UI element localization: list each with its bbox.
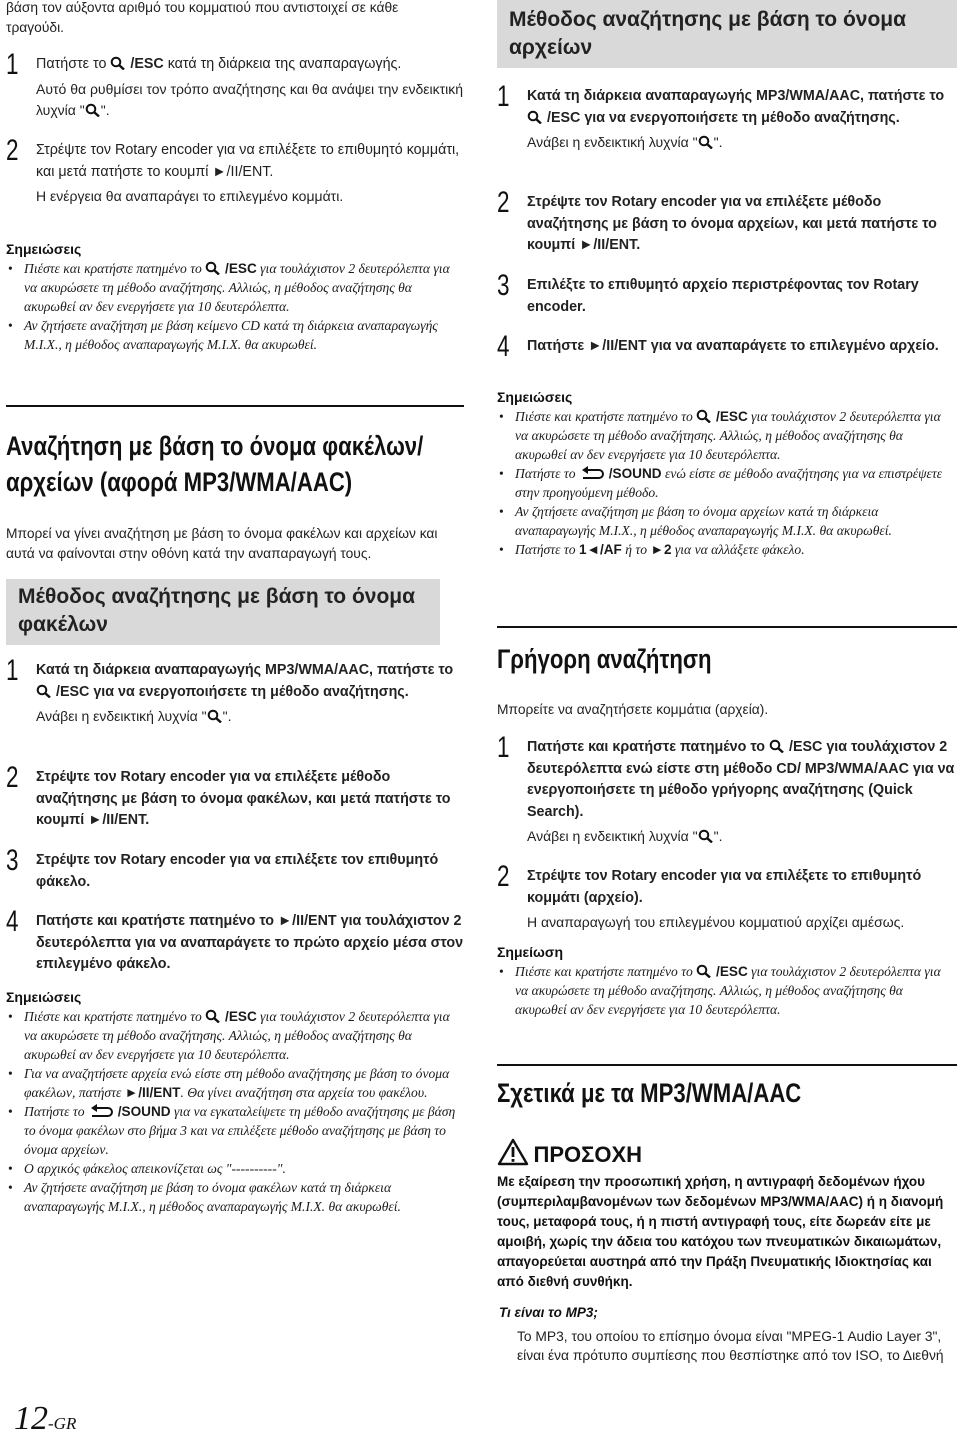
- quick-search-heading: [497, 626, 957, 676]
- quote-end: ".: [100, 101, 110, 118]
- track-step-2: [6, 134, 464, 207]
- step-note: Ανάβει η ενδεικτική λυχνία ": [36, 708, 207, 724]
- what-is-heading: Τι είναι το MP3;: [499, 1305, 598, 1320]
- magnifier-icon: [696, 964, 712, 978]
- return-icon: [88, 1104, 114, 1118]
- step-number: 4: [6, 905, 19, 938]
- folder-step-2: [6, 761, 464, 832]
- note-item: • Ο αρχικός φάκελος απεικονίζεται ως "----------".: [24, 1159, 458, 1178]
- magnifier-icon: [527, 110, 543, 124]
- section-title: Σχετικά με τα MP3/WMA/AAC: [497, 1078, 802, 1108]
- step-number: 2: [497, 186, 510, 219]
- notes-heading: Σημείωση: [497, 944, 564, 960]
- section-heading-block: [6, 405, 464, 499]
- step-note: Η αναπαραγωγή του επιλεγμένου κομματιού αρχίζει αμέσως.: [527, 914, 905, 930]
- note-item: • Αν ζητήσετε αναζήτηση με βάση το όνομα αρχείων κατά τη διάρκεια αναπαραγωγής M.I.X., η μέθοδος αναπαραγωγής M.I.X. θα ακυρωθεί.: [515, 502, 951, 540]
- step-text: Στρέψτε τον Rotary encoder για να επιλέξετε το επιθυμητό κομμάτι (αρχείο).: [527, 868, 922, 906]
- intro-text: βάση τον αύξοντα αριθμό του κομματιού που αντιστοιχεί σε κάθε τραγούδι.: [6, 0, 399, 35]
- step-number: 1: [6, 654, 19, 687]
- notes-block-1: [6, 241, 458, 354]
- note-item: • Πατήστε το /SOUND για να εγκαταλείψετε τη μέθοδο αναζήτησης με βάση το όνομα φακέλων στο βήμα 3 και να επιλέξετε μέθοδο αναζήτησης με βάση το όνομα αρχείων.: [24, 1102, 458, 1159]
- magnifier-icon: [207, 709, 223, 723]
- magnifier-icon: [698, 829, 714, 843]
- step-number: 1: [497, 80, 510, 113]
- note-item: • Πιέστε και κρατήστε πατημένο το /ESC για τουλάχιστον 2 δευτερόλεπτα για να ακυρώσετε τη μέθοδο αναζήτησης. Αλλιώς, η μέθοδος αναζήτησης θα ακυρωθεί αν δεν ενεργήσετε για 10 δευτερόλεπτα.: [24, 259, 458, 316]
- step-number: 4: [497, 330, 510, 363]
- notes-block-4: [497, 944, 951, 1019]
- step-text: Πατήστε το: [36, 56, 111, 72]
- step-text: Πατήστε ►/II/ENT για να αναπαράγετε το επιλεγμένο αρχείο.: [527, 338, 939, 354]
- step-text: Πατήστε και κρατήστε πατημένο το: [527, 739, 770, 755]
- quote-end: ".: [222, 708, 232, 724]
- magnifier-icon: [110, 56, 126, 70]
- file-method-title: Μέθοδος αναζήτησης με βάση το όνομα αρχείων: [497, 0, 957, 68]
- caution-title: ΠΡΟΣΟΧΗ: [533, 1142, 643, 1167]
- caution-text: Με εξαίρεση την προσωπική χρήση, η αντιγραφή δεδομένων ήχου (συμπεριλαμβανομένων των δεδομένων MP3/WMA/AAC) ή η διανομή τους, μεταφορά τους, ή η πιστή αντιγραφή τους, είτε δωρεάν είτε με αμοιβή, χωρίς την άδεια του κατόχου των πνευματικών δικαιωμάτων, απαγορεύεται αυστηρά από την Πράξη Πνευματικής Ιδιοκτησίας και από διεθνή συνθήκη.: [497, 1174, 944, 1289]
- step-number: 2: [497, 860, 510, 893]
- esc-key-label: /ESC: [785, 739, 823, 755]
- page-number: 12-GR: [14, 1400, 77, 1437]
- step-text: κατά τη διάρκεια της αναπαραγωγής.: [163, 56, 402, 72]
- folder-method-title: Μέθοδος αναζήτησης με βάση το όνομα φακέλων: [6, 579, 440, 645]
- file-step-2: [497, 186, 957, 257]
- magnifier-icon: [696, 409, 712, 423]
- step-note: Η ενέργεια θα αναπαράγει το επιλεγμένο κομμάτι.: [36, 188, 344, 204]
- step-number: 1: [6, 48, 19, 81]
- notes-block-3: [497, 389, 951, 559]
- step-text: Στρέψτε τον Rotary encoder για να επιλέξετε τον επιθυμητό φάκελο.: [36, 852, 439, 890]
- esc-key-label: /ESC: [543, 109, 581, 126]
- step-text: για να ενεργοποιήσετε τη μέθοδο αναζήτησης.: [580, 109, 900, 126]
- step-text: Πατήστε και κρατήστε πατημένο το ►/II/ENT για τουλάχιστον 2 δευτερόλεπτα για να αναπαράγετε το πρώτο αρχείο μέσα στον επιλεγμένο φάκελο.: [36, 913, 464, 972]
- magnifier-icon: [85, 103, 101, 117]
- notes-heading: Σημειώσεις: [6, 241, 82, 257]
- note-item: • Αν ζητήσετε αναζήτηση με βάση κείμενο CD κατά τη διάρκεια αναπαραγωγής M.I.X., η μέθοδος αναπαραγωγής M.I.X. θα ακυρωθεί.: [24, 316, 458, 354]
- file-step-1: [497, 80, 957, 153]
- step-number: 3: [497, 269, 510, 302]
- section-rule: [6, 405, 464, 407]
- esc-key-label: /ESC: [126, 56, 164, 72]
- step-text: Κατά τη διάρκεια αναπαραγωγής MP3/WMA/AAC, πατήστε το: [527, 88, 945, 104]
- step-note: Ανάβει η ενδεικτική λυχνία ": [527, 134, 698, 150]
- note-item: • Πατήστε το 1◄/AF ή το ►2 για να αλλάξετε φάκελο.: [515, 540, 951, 559]
- step-note: Αυτό θα ρυθμίσει τον τρόπο αναζήτησης και θα ανάψει την ενδεικτική λυχνία ": [36, 80, 464, 118]
- magnifier-icon: [769, 739, 785, 753]
- file-step-3: [497, 269, 957, 318]
- notes-block-2: [6, 989, 458, 1216]
- return-icon: [579, 466, 605, 480]
- section-title-line-2: αρχείων (αφορά MP3/WMA/AAC): [6, 467, 353, 497]
- section-intro: Μπορείτε να αναζητήσετε κομμάτια (αρχεία).: [497, 702, 769, 717]
- section-intro: Μπορεί να γίνει αναζήτηση με βάση το όνομα φακέλων και αρχείων και αυτά να φαίνονται στην οθόνη κατά την αναπαραγωγή τους.: [6, 526, 438, 561]
- step-note: Ανάβει η ενδεικτική λυχνία ": [527, 828, 698, 844]
- quick-step-1: [497, 731, 957, 847]
- note-item: • Πατήστε το /SOUND ενώ είστε σε μέθοδο αναζήτησης για να επιστρέψετε στην προηγούμενη μέθοδο.: [515, 464, 951, 502]
- step-text: για τουλάχιστον 2 δευτερόλεπτα ενώ είστε στη μέθοδο CD/ MP3/WMA/AAC για να ενεργοποιήσετε τη μέθοδο γρήγορης αναζήτησης (Quick Search).: [527, 739, 955, 820]
- section-title-line-1: Αναζήτηση με βάση το όνομα φακέλων/: [6, 431, 424, 461]
- quote-end: ".: [713, 828, 723, 844]
- note-item: • Πιέστε και κρατήστε πατημένο το /ESC για τουλάχιστον 2 δευτερόλεπτα για να ακυρώσετε τη μέθοδο αναζήτησης. Αλλιώς, η μέθοδος αναζήτησης θα ακυρωθεί αν δεν ενεργήσετε για 10 δευτερόλεπτα.: [515, 407, 951, 464]
- step-number: 3: [6, 844, 19, 877]
- quick-step-2: [497, 860, 957, 933]
- section-rule: [497, 1064, 957, 1066]
- note-item: • Για να αναζητήσετε αρχεία ενώ είστε στη μέθοδο αναζήτησης με βάση το όνομα φακέλων, πατήστε ►/II/ENT. Θα γίνει αναζήτηση στα αρχεία του φακέλου.: [24, 1064, 458, 1102]
- folder-step-4: [6, 905, 464, 976]
- step-text: Στρέψτε τον Rotary encoder για να επιλέξετε μέθοδο αναζήτησης με βάση το όνομα αρχείων, και μετά πατήστε το κουμπί ►/II/ENT.: [527, 194, 937, 253]
- step-text: Στρέψτε τον Rotary encoder για να επιλέξετε μέθοδο αναζήτησης με βάση το όνομα φακέλων, και μετά πατήστε το κουμπί ►/II/ENT.: [36, 769, 451, 828]
- warning-triangle-icon: [497, 1138, 529, 1166]
- esc-key-label: /ESC: [52, 683, 90, 700]
- note-item: • Πιέστε και κρατήστε πατημένο το /ESC για τουλάχιστον 2 δευτερόλεπτα για να ακυρώσετε τη μέθοδο αναζήτησης. Αλλιώς, η μέθοδος αναζήτησης θα ακυρωθεί αν δεν ενεργήσετε για 10 δευτερόλεπτα.: [24, 1007, 458, 1064]
- folder-step-3: [6, 844, 464, 893]
- magnifier-icon: [698, 135, 714, 149]
- notes-heading: Σημειώσεις: [6, 989, 82, 1005]
- section-title: Γρήγορη αναζήτηση: [497, 644, 712, 674]
- step-number: 2: [6, 761, 19, 794]
- what-is-text: Το MP3, του οποίου το επίσημο όνομα είναι "MPEG-1 Audio Layer 3", είναι ένα πρότυπο συμπίεσης που θεσπίστηκε από τον ISO, το Διεθνή: [517, 1329, 944, 1363]
- step-number: 2: [6, 134, 19, 167]
- section-rule: [497, 626, 957, 628]
- caution-heading: [497, 1138, 642, 1168]
- step-number: 1: [497, 731, 510, 764]
- about-heading: [497, 1064, 957, 1110]
- track-step-1: [6, 48, 464, 121]
- note-item: • Αν ζητήσετε αναζήτηση με βάση το όνομα φακέλων κατά τη διάρκεια αναπαραγωγής M.I.X., η μέθοδος αναπαραγωγής M.I.X. θα ακυρωθεί.: [24, 1178, 458, 1216]
- step-text: Στρέψτε τον Rotary encoder για να επιλέξετε το επιθυμητό κομμάτι, και μετά πατήστε το κουμπί ►/II/ENT.: [36, 142, 460, 180]
- step-text: Επιλέξτε το επιθυμητό αρχείο περιστρέφοντας τον Rotary encoder.: [527, 277, 919, 315]
- notes-heading: Σημειώσεις: [497, 389, 573, 405]
- file-step-4: [497, 330, 957, 363]
- step-text: Κατά τη διάρκεια αναπαραγωγής MP3/WMA/AAC, πατήστε το: [36, 662, 454, 678]
- magnifier-icon: [205, 1009, 221, 1023]
- quote-end: ".: [713, 134, 723, 150]
- magnifier-icon: [36, 684, 52, 698]
- step-text: για να ενεργοποιήσετε τη μέθοδο αναζήτησης.: [89, 683, 409, 700]
- note-item: • Πιέστε και κρατήστε πατημένο το /ESC για τουλάχιστον 2 δευτερόλεπτα για να ακυρώσετε τη μέθοδο αναζήτησης. Αλλιώς, η μέθοδος αναζήτησης θα ακυρωθεί αν δεν ενεργήσετε για 10 δευτερόλεπτα.: [515, 962, 951, 1019]
- folder-step-1: [6, 654, 464, 727]
- magnifier-icon: [205, 261, 221, 275]
